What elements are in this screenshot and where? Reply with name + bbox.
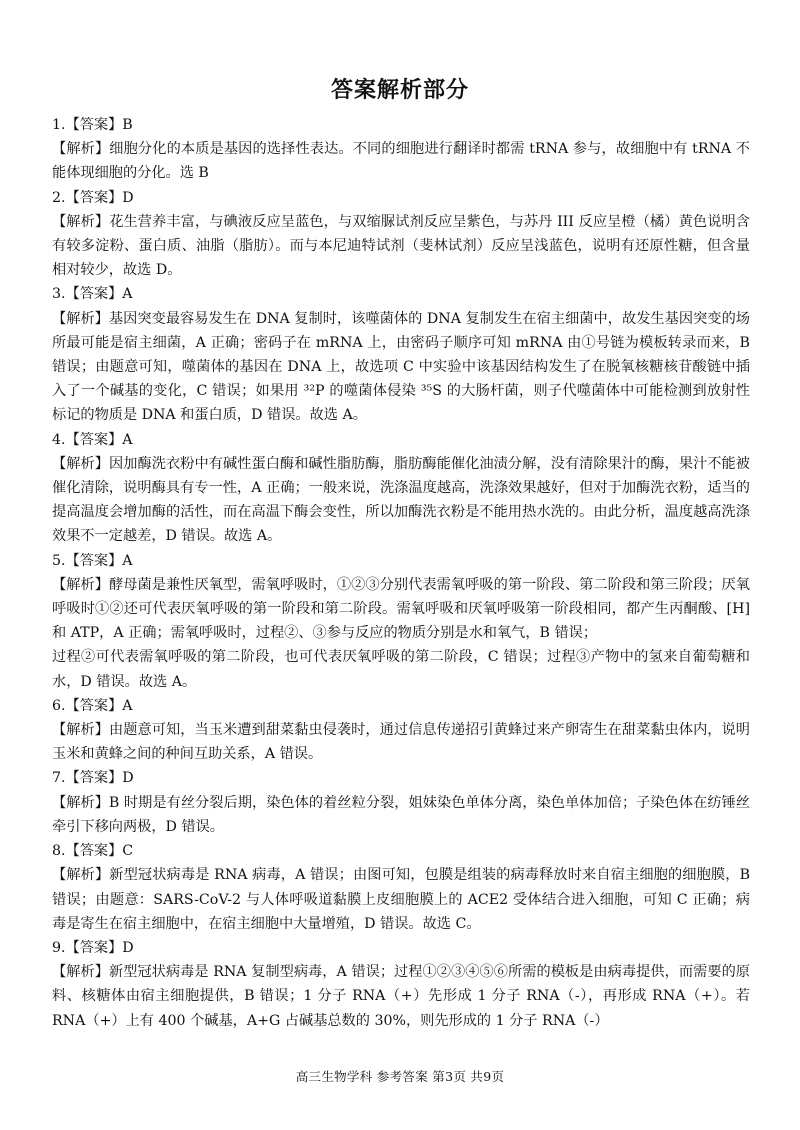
answer-label: 7.【答案】D — [52, 770, 134, 787]
analysis-paragraph: 【解析】因加酶洗衣粉中有碱性蛋白酶和碱性脂肪酶，脂肪酶能催化油渍分解，没有清除果汁的酶，果汁不能被催化清除，说明酶具有专一性，A 正确；一般来说，洗涤温度越高，洗涤效果越好，但对于加酶洗衣粉，适当的提高温度会增加酶的活性，而在高温下酶会变性，所以加酶洗衣粉是不能用热水洗的。由此分析，温度越高洗涤效果不一定越差，D 错误。故选 A。 — [52, 455, 750, 545]
analysis-paragraph: 【解析】细胞分化的本质是基因的选择性表达。不同的细胞进行翻译时都需 tRNA 参与，故细胞中有 tRNA 不能体现细胞的分化。选 B — [52, 141, 750, 182]
answer-list — [52, 113, 750, 1033]
answer-item-3 — [52, 282, 750, 427]
answer-item-9 — [52, 936, 750, 1033]
answer-item-6 — [52, 694, 750, 767]
analysis-paragraph: 【解析】由题意可知，当玉米遭到甜菜黏虫侵袭时，通过信息传递招引黄蜂过来产卵寄生在甜菜黏虫体内，说明玉米和黄蜂之间的种间互助关系，A 错误。 — [52, 722, 750, 763]
analysis-paragraph: 【解析】新型冠状病毒是 RNA 病毒，A 错误；由图可知，包膜是组装的病毒释放时来自宿主细胞的细胞膜，B 错误；由题意：SARS-CoV-2 与人体呼吸道黏膜上皮细胞膜上的 ACE2 受体结合进入细胞，可知 C 正确；病毒是寄生在宿主细胞中，在宿主细胞中大量增殖，D 错误。故选 C。 — [52, 867, 750, 932]
analysis-paragraph: 【解析】酵母菌是兼性厌氧型，需氧呼吸时，①②③分别代表需氧呼吸的第一阶段、第二阶段和第三阶段；厌氧呼吸时①②还可代表厌氧呼吸的第一阶段和第二阶段。需氧呼吸和厌氧呼吸第一阶段相同，都产生丙酮酸、[H]和 ATP，A 正确；需氧呼吸时，过程②、③参与反应的物质分别是水和氧气，B 错误； — [52, 576, 750, 642]
answer-item-1 — [52, 113, 750, 186]
page-footer: 高三生物学科 参考答案 第3页 共9页 — [295, 1069, 505, 1084]
page-title: 答案解析部分 — [330, 78, 469, 103]
answer-item-2 — [52, 186, 750, 283]
analysis-paragraph: 【解析】基因突变最容易发生在 DNA 复制时，该噬菌体的 DNA 复制发生在宿主细菌中，故发生基因突变的场所最可能是宿主细菌，A 正确；密码子在 mRNA 上，由密码子顺序可知 mRNA 由①号链为模板转录而来，B 错误；由题意可知，噬菌体的基因在 DNA 上，故选项 C 中实验中该基因结构发生了在脱氧核糖核苷酸链中插入了一个碱基的变化，C 错误；如果用 ³²P 的噬菌体侵染 ³⁵S 的大肠杆菌，则子代噬菌体中可能检测到放射性标记的物质是 DNA 和蛋白质，D 错误。故选 A。 — [52, 310, 750, 424]
analysis-paragraph: 【解析】新型冠状病毒是 RNA 复制型病毒，A 错误；过程①②③④⑤⑥所需的模板是由病毒提供，而需要的原料、核糖体由宿主细胞提供，B 错误；1 分子 RNA（+）先形成 1 分子 RNA（-），再形成 RNA（+）。若 RNA（+）上有 400 个碱基，A+G 占碱基总数的 30%，则先形成的 1 分子 RNA（-） — [52, 964, 750, 1029]
answer-label: 1.【答案】B — [52, 117, 133, 133]
answer-label: 8.【答案】C — [52, 843, 134, 860]
analysis-paragraph: 过程②可代表需氧呼吸的第二阶段，也可代表厌氧呼吸的第二阶段，C 错误；过程③产物中的氢来自葡萄糖和水，D 错误。故选 A。 — [52, 649, 750, 690]
analysis-paragraph: 【解析】花生营养丰富，与碘液反应呈蓝色，与双缩脲试剂反应呈紫色，与苏丹 III 反应呈橙（橘）黄色说明含有较多淀粉、蛋白质、油脂（脂肪）。而与本尼迪特试剂（斐林试剂）反应呈浅蓝色，说明有还原性糖，但含量相对较少，故选 D。 — [52, 213, 750, 279]
answer-label: 3.【答案】A — [52, 286, 133, 303]
answer-label: 9.【答案】D — [52, 939, 134, 956]
answer-label: 6.【答案】A — [52, 697, 133, 714]
answer-item-4 — [52, 428, 750, 549]
analysis-paragraph: 【解析】B 时期是有丝分裂后期，染色体的着丝粒分裂，姐妹染色单体分离，染色单体加倍；子染色体在纺锤丝牵引下移向两极，D 错误。 — [52, 794, 750, 835]
answer-item-8 — [52, 839, 750, 936]
answer-label: 5.【答案】A — [52, 552, 133, 569]
answer-label: 4.【答案】A — [52, 431, 133, 448]
answer-item-5 — [52, 549, 750, 694]
answer-item-7 — [52, 766, 750, 839]
answer-label: 2.【答案】D — [52, 189, 134, 206]
